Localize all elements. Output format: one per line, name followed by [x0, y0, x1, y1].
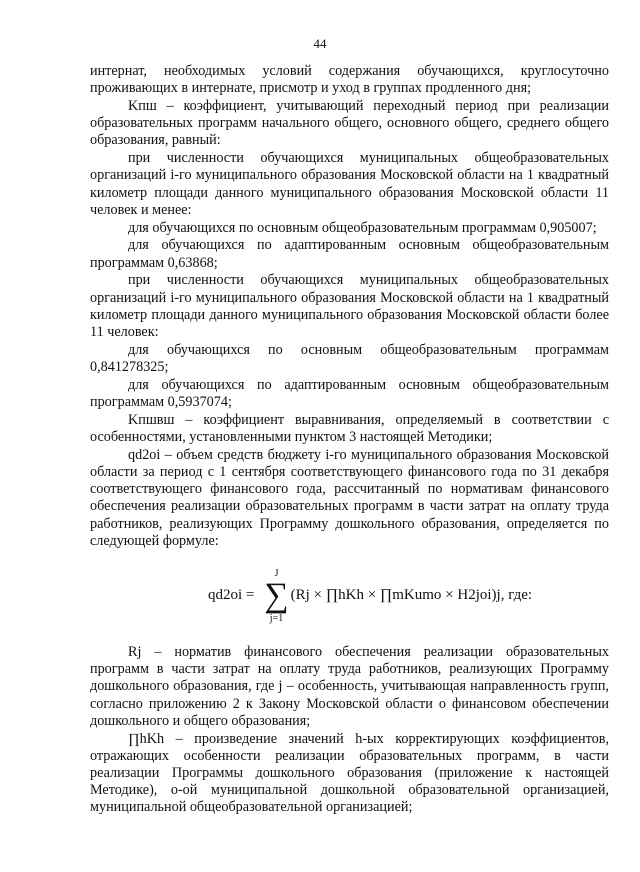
sigma-icon: ∑	[264, 577, 289, 615]
paragraph: для обучающихся по адаптированным основным общеобразовательным программам 0,63868;	[90, 237, 609, 271]
paragraph: для обучающихся по адаптированным основным общеобразовательным программам 0,5937074;	[90, 376, 609, 411]
formula-body: (Rj × ∏hKh × ∏mKumo × H2joi)j, где:	[290, 587, 533, 604]
formula	[90, 554, 609, 638]
sum-lower-limit: j=1	[269, 613, 284, 625]
formula-lhs: qd2oi =	[208, 587, 255, 604]
sum-upper-limit: J	[274, 568, 279, 580]
paragraph: интернат, необходимых условий содержания обучающихся, круглосуточно проживающих в интернате, присмотр и уход в группах продленного дня;	[90, 63, 609, 97]
paragraph: qd2oi – объем средств бюджету i-го муниципального образования Московской области за период с 1 сентября соответствующего финансового года по 31 декабря соответствующего финансового года, рассчитанный по нормативам финансового обеспечения реализации образовательных программ в части затрат на оплату труда работников, реализующих Программу дошкольного образования, определяется по следующей формуле:	[90, 446, 609, 549]
document-body	[90, 63, 609, 817]
paragraph: при численности обучающихся муниципальных общеобразовательных организаций i-го муниципального образования Московской области на 1 квадратный километр площади данного муниципального образования Московской области более 11 человек:	[90, 272, 609, 341]
paragraph: Rj – норматив финансового обеспечения реализации образовательных программ в части затрат на оплату труда работников, реализующих Программу дошкольного образования, где j – особенность, учитывающая направленность групп, согласно приложению 2 к Закону Московской области о финансовом обеспечении дошкольного и общего образования;	[90, 644, 609, 729]
paragraph: Kпшвш – коэффициент выравнивания, определяемый в соответствии с особенностями, установленными пунктом 3 настоящей Методики;	[90, 411, 609, 446]
paragraph: при численности обучающихся муниципальных общеобразовательных организаций i-го муниципального образования Московской области на 1 квадратный километр площади данного муниципального образования Московской области 11 человек и менее:	[90, 150, 609, 218]
paragraph: ∏hKh – произведение значений h-ых корректирующих коэффициентов, отражающих особенности реализации образовательных программ, в части реализации Программы дошкольного образования (приложение к настоящей Методике), о-ой муниципальной дошкольной образовательной организацией, муниципальной общеобразовательной организацией;	[90, 730, 609, 816]
paragraph: для обучающихся по основным общеобразовательным программам 0,905007;	[128, 219, 597, 236]
page-number: 44	[313, 36, 327, 51]
paragraph: Kпш – коэффициент, учитывающий переходный период при реализации образовательных программ начального общего, основного общего, среднего общего образования, равный:	[90, 98, 609, 149]
paragraph: для обучающихся по основным общеобразовательным программам 0,841278325;	[90, 341, 609, 376]
summation-sign	[264, 568, 288, 624]
